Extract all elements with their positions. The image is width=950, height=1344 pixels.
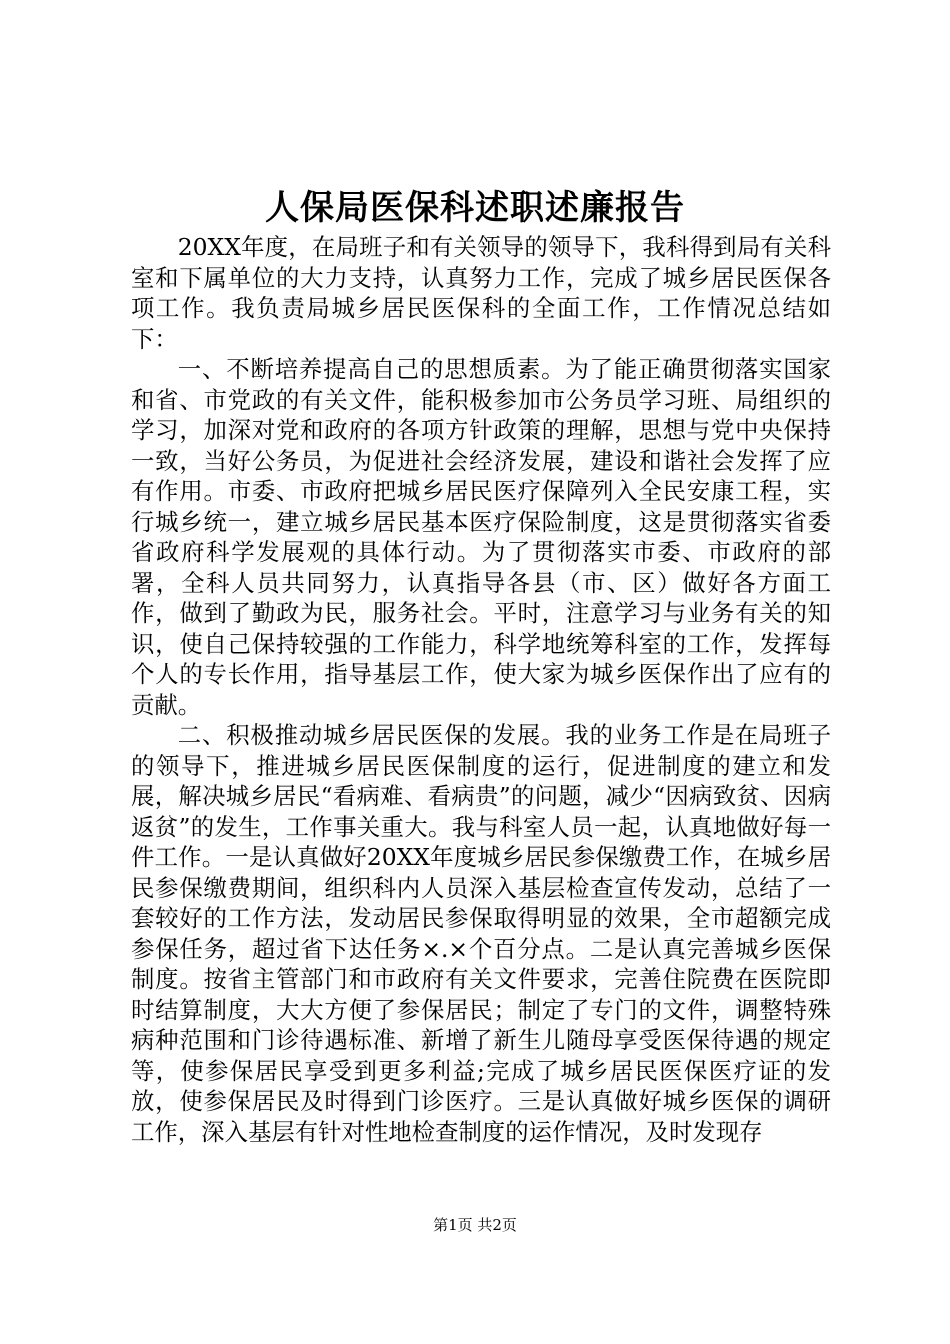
paragraph-section-two: 二、积极推动城乡居民医保的发展。我的业务工作是在局班子的领导下，推进城乡居民医保制度的运行，促进制度的建立和发展，解决城乡居民“看病难、看病贵”的问题，减少“因病致贫、因病返贫”的发生，工作事关重大。我与科室人员一起，认真地做好每一件工作。一是认真做好20XX年度城乡居民参保缴费工作，在城乡居民参保缴费期间，组织科内人员深入基层检查宣传发动，总结了一套较好的工作方法，发动居民参保取得明显的效果，全市超额完成参保任务，超过省下达任务×.×个百分点。二是认真完善城乡医保制度。按省主管部门和市政府有关文件要求，完善住院费在医院即时结算制度，大大方便了参保居民；制定了专门的文件，调整特殊病种范围和门诊待遇标准、新增了新生儿随母享受医保待遇的规定等，使参保居民享受到更多利益;完成了城乡居民医保医疗证的发放，使参保居民及时得到门诊医疗。三是认真做好城乡医保的调研工作，深入基层有针对性地检查制度的运作情况，及时发现存 <box>131 721 831 1146</box>
paragraph-section-one: 一、不断培养提高自己的思想质素。为了能正确贯彻落实国家和省、市党政的有关文件，能积极参加市公务员学习班、局组织的学习，加深对党和政府的各项方针政策的理解，思想与党中央保持一致，当好公务员，为促进社会经济发展，建设和谐社会发挥了应有作用。市委、市政府把城乡居民医疗保障列入全民安康工程，实行城乡统一，建立城乡居民基本医疗保险制度，这是贯彻落实省委省政府科学发展观的具体行动。为了贯彻落实市委、市政府的部署，全科人员共同努力，认真指导各县（市、区）做好各方面工作，做到了勤政为民，服务社会。平时，注意学习与业务有关的知识，使自己保持较强的工作能力，科学地统筹科室的工作，发挥每个人的专长作用，指导基层工作，使大家为城乡医保作出了应有的贡献。 <box>131 355 831 719</box>
document-body <box>131 232 831 1147</box>
page-number-footer: 第1页 共2页 <box>433 1216 517 1234</box>
document-title: 人保局医保科述职述廉报告 <box>265 188 685 228</box>
paragraph-intro: 20XX年度，在局班子和有关领导的领导下，我科得到局有关科室和下属单位的大力支持，认真努力工作，完成了城乡居民医保各项工作。我负责局城乡居民医保科的全面工作，工作情况总结如下： <box>131 233 831 353</box>
